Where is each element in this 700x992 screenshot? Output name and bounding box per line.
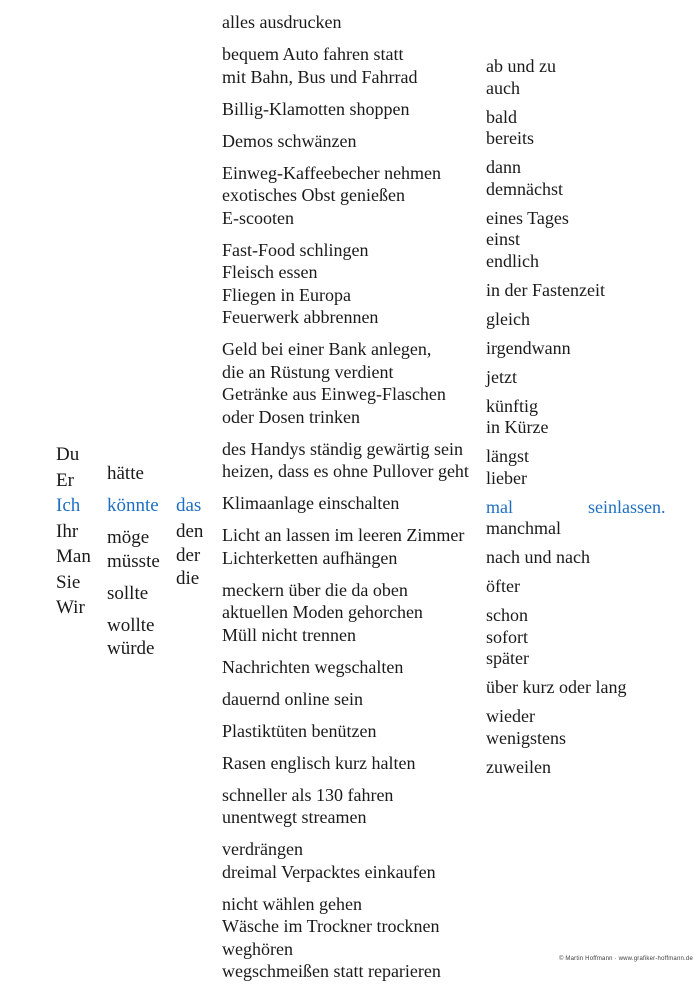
word-group (222, 893, 469, 983)
word: Licht an lassen im leeren Zimmer (222, 525, 465, 545)
word: des Handys ständig gewärtig sein (222, 438, 463, 459)
word: meckern über die da oben (222, 579, 408, 600)
word: wieder (486, 706, 535, 726)
highlighted-word: könnte (107, 495, 159, 516)
word-group (222, 162, 469, 230)
word: dauernd online sein (222, 688, 363, 709)
word: exotisches Obst genießen (222, 185, 405, 205)
word: irgendwann (486, 337, 571, 358)
word: wollte (107, 614, 155, 636)
highlighted-word: Ich (56, 495, 81, 516)
articles-column (176, 494, 203, 593)
word: Fast-Food schlingen (222, 239, 369, 260)
word: dreimal Verpacktes einkaufen (222, 861, 436, 882)
word: verdrängen (222, 839, 303, 859)
word: alles ausdrucken (222, 12, 342, 32)
word-group (222, 492, 469, 515)
word-group (486, 576, 626, 598)
word-group (486, 157, 626, 200)
word-group (222, 752, 469, 775)
word: Nachrichten wegschalten (222, 656, 404, 677)
word: sollte (107, 582, 149, 604)
word-group (486, 496, 666, 540)
word-group (486, 367, 626, 389)
credit-line: © Martin Hoffmann · www.grafiker-hoffmann.de (558, 956, 693, 962)
word: oder Dosen trinken (222, 406, 360, 427)
word: E-scooten (222, 207, 294, 228)
word: unentwegt streamen (222, 807, 367, 827)
word-group (222, 98, 469, 121)
word-group (222, 784, 469, 829)
highlighted-word: mal seinlassen. (486, 496, 666, 517)
word-group (222, 838, 469, 883)
word: aktuellen Moden gehorchen (222, 602, 423, 622)
word-group (222, 656, 469, 679)
word: den (176, 521, 204, 542)
word: Getränke aus Einweg-Flaschen (222, 384, 446, 404)
word: sofort (486, 626, 528, 647)
word: Ihr (56, 520, 79, 542)
word: schon (486, 605, 528, 625)
word: Klimaanlage einschalten (222, 493, 400, 513)
word-group (486, 396, 626, 439)
word: der (176, 544, 201, 566)
word: nach und nach (486, 547, 590, 567)
word: demnächst (486, 178, 563, 199)
word-group (486, 56, 626, 99)
word-group (56, 442, 91, 621)
word: Geld bei einer Bank anlegen, (222, 339, 432, 359)
word-group (107, 582, 160, 606)
word-group (486, 757, 626, 779)
word: bequem Auto fahren statt (222, 44, 404, 64)
word: manchmal (486, 518, 561, 538)
word-group (107, 526, 160, 573)
adverbs-column (486, 56, 666, 786)
word: die (176, 568, 200, 589)
highlighted-word: das (176, 495, 202, 516)
word-group (486, 706, 626, 749)
word: bald (486, 106, 517, 127)
word: Wir (56, 597, 85, 618)
word-group (486, 280, 626, 302)
word: Man (56, 546, 91, 567)
word: Wäsche im Trockner trocknen (222, 916, 440, 936)
word: Fliegen in Europa (222, 284, 351, 305)
word: einst (486, 229, 520, 249)
word: heizen, dass es ohne Pullover geht (222, 461, 469, 481)
word: jetzt (486, 366, 517, 387)
word: Müll nicht trennen (222, 624, 356, 645)
word-group (222, 720, 469, 743)
modal-verbs-column (107, 462, 160, 669)
word-group (486, 677, 626, 699)
word: wenigstens (486, 727, 566, 748)
sentence-end-word: seinlassen. (588, 496, 666, 517)
word: Du (56, 444, 80, 465)
word-group (222, 438, 469, 483)
word-group (486, 309, 626, 331)
word: Einweg-Kaffeebecher nehmen (222, 162, 442, 183)
word-group (176, 520, 203, 591)
word-group (222, 43, 469, 88)
word: Fleisch essen (222, 262, 318, 282)
word: nicht wählen gehen (222, 893, 362, 914)
word-group (222, 524, 469, 569)
word: bereits (486, 128, 534, 148)
word-group (486, 338, 626, 360)
word: wegschmeißen statt reparieren (222, 961, 441, 981)
word: die an Rüstung verdient (222, 361, 394, 382)
word: dann (486, 157, 521, 177)
word: hätte (107, 463, 144, 484)
word: in Kürze (486, 417, 549, 437)
word: in der Fastenzeit (486, 279, 605, 300)
word: über kurz oder lang (486, 677, 627, 697)
word-group (486, 547, 626, 569)
word: Lichterketten aufhängen (222, 547, 398, 568)
word: Billig-Klamotten shoppen (222, 98, 410, 119)
word: Er (56, 469, 74, 491)
word: Sie (56, 571, 81, 593)
word-group (222, 688, 469, 711)
pronouns-column (56, 442, 91, 621)
activities-column (222, 11, 469, 992)
word: müsste (107, 550, 160, 572)
word: künftig (486, 395, 538, 416)
word-group (222, 239, 469, 329)
word: öfter (486, 576, 520, 596)
word-group (222, 338, 469, 428)
word-group (107, 614, 160, 661)
word: eines Tages (486, 207, 569, 228)
word: längst (486, 446, 529, 466)
word-group (222, 579, 469, 647)
word: später (486, 648, 529, 668)
word: gleich (486, 308, 530, 329)
word: auch (486, 77, 520, 98)
word: lieber (486, 467, 527, 488)
word-group (222, 130, 469, 153)
word-group (176, 494, 203, 518)
word: Demos schwänzen (222, 130, 357, 151)
word: Plastiktüten benützen (222, 720, 377, 741)
word: würde (107, 638, 155, 659)
word-group (107, 462, 160, 486)
word: schneller als 130 fahren (222, 784, 394, 805)
word: mit Bahn, Bus und Fahrrad (222, 66, 418, 87)
word: endlich (486, 250, 539, 271)
word: Feuerwerk abbrennen (222, 307, 379, 327)
word: möge (107, 527, 150, 548)
word-group (107, 494, 160, 518)
word: weghören (222, 938, 293, 959)
word-group (486, 107, 626, 150)
word: ab und zu (486, 56, 556, 76)
word-group (486, 446, 626, 489)
word: zuweilen (486, 756, 551, 777)
word-group (222, 11, 469, 34)
word-group (486, 605, 626, 670)
word-group (486, 208, 626, 273)
word: Rasen englisch kurz halten (222, 752, 416, 773)
